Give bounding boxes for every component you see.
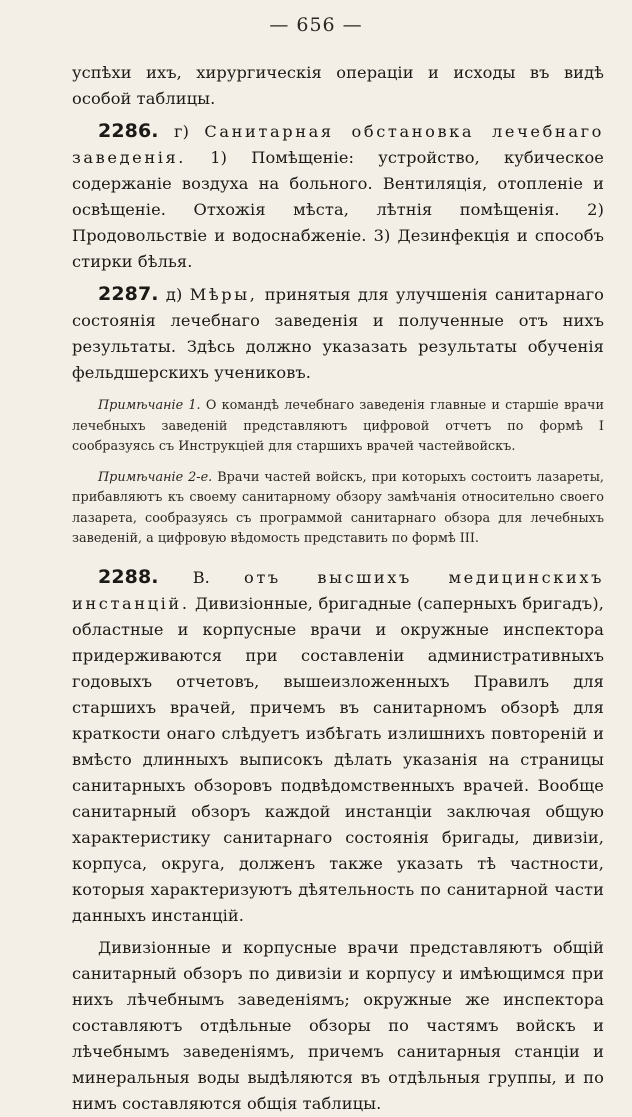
- section-title: Мѣры,: [189, 285, 258, 304]
- section-text: Дивизіонные, бригадные (саперныхъ бригадъ), областные и корпусные врачи и окружные инспектора придерживаются при составленіи административныхъ годовыхъ отчетовъ, вышеизложенныхъ Правилъ для старшихъ врачей, причемъ въ санитарномъ обзорѣ для краткости онаго слѣдуетъ избѣгать излишнихъ повтореній и вмѣсто длинныхъ выписокъ дѣлать указанія на страницы санитарныхъ обзоровъ подвѣдомственныхъ врачей. Вообще санитарный обзоръ каждой инстанціи заключая общую характеристику санитарнаго состоянія бригады, дивизіи, корпуса, округа, долженъ также указать тѣ частности, которыя характеризуютъ дѣятельность по санитарной части данныхъ инстанцій.: [72, 593, 604, 925]
- note-2: [72, 468, 604, 550]
- page-number: — 656 —: [269, 14, 363, 36]
- note-text: О командѣ лечебнаго заведенія главные и старшіе врачи лечебныхъ заведеній представляютъ цифровой отчетъ по формѣ I сообразуясь съ Инструкціей для старшихъ врачей частейвойскъ.: [72, 398, 604, 454]
- note-label: Примѣчаніе 2-е.: [98, 469, 213, 485]
- section-2286: [72, 118, 604, 275]
- section-letter: д): [165, 285, 183, 304]
- section-2287: [72, 281, 604, 386]
- section-letter: В.: [192, 567, 210, 587]
- section-title: Санитарная обстановка лечебнаго заведенія.: [72, 122, 604, 167]
- note-text: Врачи частей войскъ, при которыхъ состоитъ лазареты, прибавляютъ къ своему санитарному обзору замѣчанія относительно своего лазарета, сообразуясь съ программой санитарнаго обзора для лечебныхъ заведеній, а цифровую вѣдомость представить по формѣ III.: [72, 469, 604, 546]
- section-number: 2286.: [98, 120, 159, 142]
- note-1: [72, 396, 604, 458]
- page-body: [72, 60, 604, 1117]
- section-text: 1) Помѣщеніе: устройство, кубическое содержаніе воздуха на больного. Вентиляція, отопленіе и освѣщеніе. Отхожія мѣста, лѣтнія помѣщенія. 2) Продовольствіе и водоснабженіе. 3) Дезинфекція и способъ стирки бѣлья.: [72, 148, 604, 271]
- section-title: отъ высшихъ медицинскихъ инстанцій.: [72, 567, 604, 613]
- section-number: 2288.: [98, 565, 159, 588]
- section-2288: [72, 564, 604, 929]
- note-label: Примѣчаніе 1.: [98, 398, 201, 413]
- section-letter: г): [174, 122, 190, 141]
- intro-paragraph: успѣхи ихъ, хирургическія операціи и исходы въ видѣ особой таблицы.: [72, 63, 604, 108]
- section-number: 2287.: [98, 283, 159, 305]
- final-paragraph: Дивизіонные и корпусные врачи представляютъ общій санитарный обзоръ по дивизіи и корпусу и имѣющимся при нихъ лѣчебнымъ заведеніямъ; окружные же инспектора составляютъ отдѣльные обзоры по частямъ войскъ и лѣчебнымъ заведеніямъ, причемъ санитарныя станціи и минеральныя воды выдѣляются въ отдѣльныя группы, и по нимъ составляются общія таблицы.: [72, 937, 604, 1113]
- section-text: принятыя для улучшенія санитарнаго состоянія лечебнаго заведенія и полученные отъ нихъ результаты. Здѣсь должно указазать результаты обученія фельдшерскихъ учениковъ.: [72, 285, 605, 382]
